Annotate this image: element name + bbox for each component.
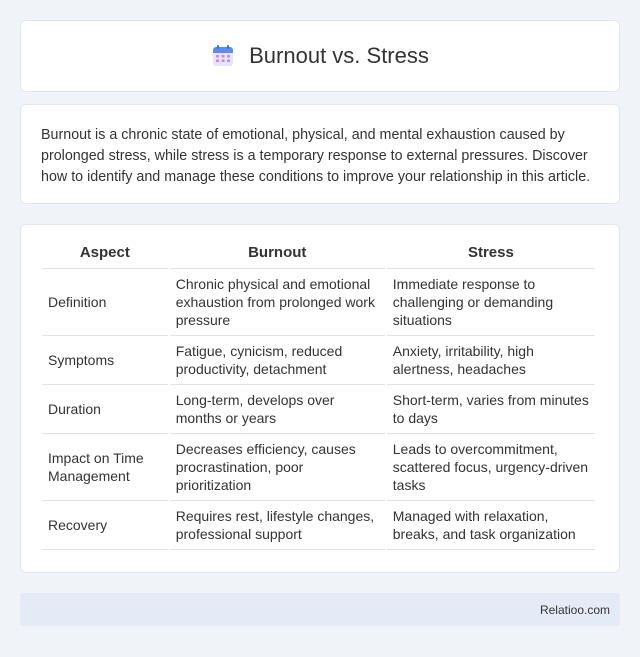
table-row [42, 501, 595, 550]
cell-burnout: Long-term, develops over months or years [170, 385, 385, 434]
footer [20, 593, 620, 626]
table-row [42, 336, 595, 385]
table-row [42, 434, 595, 501]
cell-burnout: Fatigue, cynicism, reduced productivity, detachment [170, 336, 385, 385]
cell-stress: Managed with relaxation, breaks, and task organization [387, 501, 595, 550]
cell-aspect: Recovery [42, 501, 168, 550]
intro-card [20, 104, 620, 204]
cell-burnout: Requires rest, lifestyle changes, professional support [170, 501, 385, 550]
cell-aspect: Impact on Time Management [42, 434, 168, 501]
comparison-table [40, 237, 597, 550]
title-card [20, 20, 620, 92]
comparison-table-card [20, 224, 620, 573]
intro-text: Burnout is a chronic state of emotional, physical, and mental exhaustion caused by prolonged stress, while stress is a temporary response to external pressures. Discover how to identify and manage these conditions to improve your relationship in this article. [41, 127, 591, 185]
table-row [42, 269, 595, 336]
footer-brand[interactable]: Relatioo.com [539, 602, 610, 617]
cell-burnout: Chronic physical and emotional exhaustion from prolonged work pressure [170, 269, 385, 336]
header-stress: Stress [387, 237, 595, 269]
header-aspect: Aspect [42, 237, 168, 269]
cell-aspect: Duration [42, 385, 168, 434]
cell-stress: Short-term, varies from minutes to days [387, 385, 595, 434]
cell-aspect: Symptoms [42, 336, 168, 385]
header-burnout: Burnout [170, 237, 385, 269]
calendar-icon [211, 44, 235, 68]
cell-stress: Immediate response to challenging or demanding situations [387, 269, 595, 336]
cell-aspect: Definition [42, 269, 168, 336]
table-row [42, 385, 595, 434]
cell-burnout: Decreases efficiency, causes procrastination, poor prioritization [170, 434, 385, 501]
cell-stress: Anxiety, irritability, high alertness, headaches [387, 336, 595, 385]
cell-stress: Leads to overcommitment, scattered focus, urgency-driven tasks [387, 434, 595, 501]
table-header-row [42, 237, 595, 269]
page-title-text: Burnout vs. Stress [249, 43, 429, 68]
page-title [211, 43, 429, 69]
